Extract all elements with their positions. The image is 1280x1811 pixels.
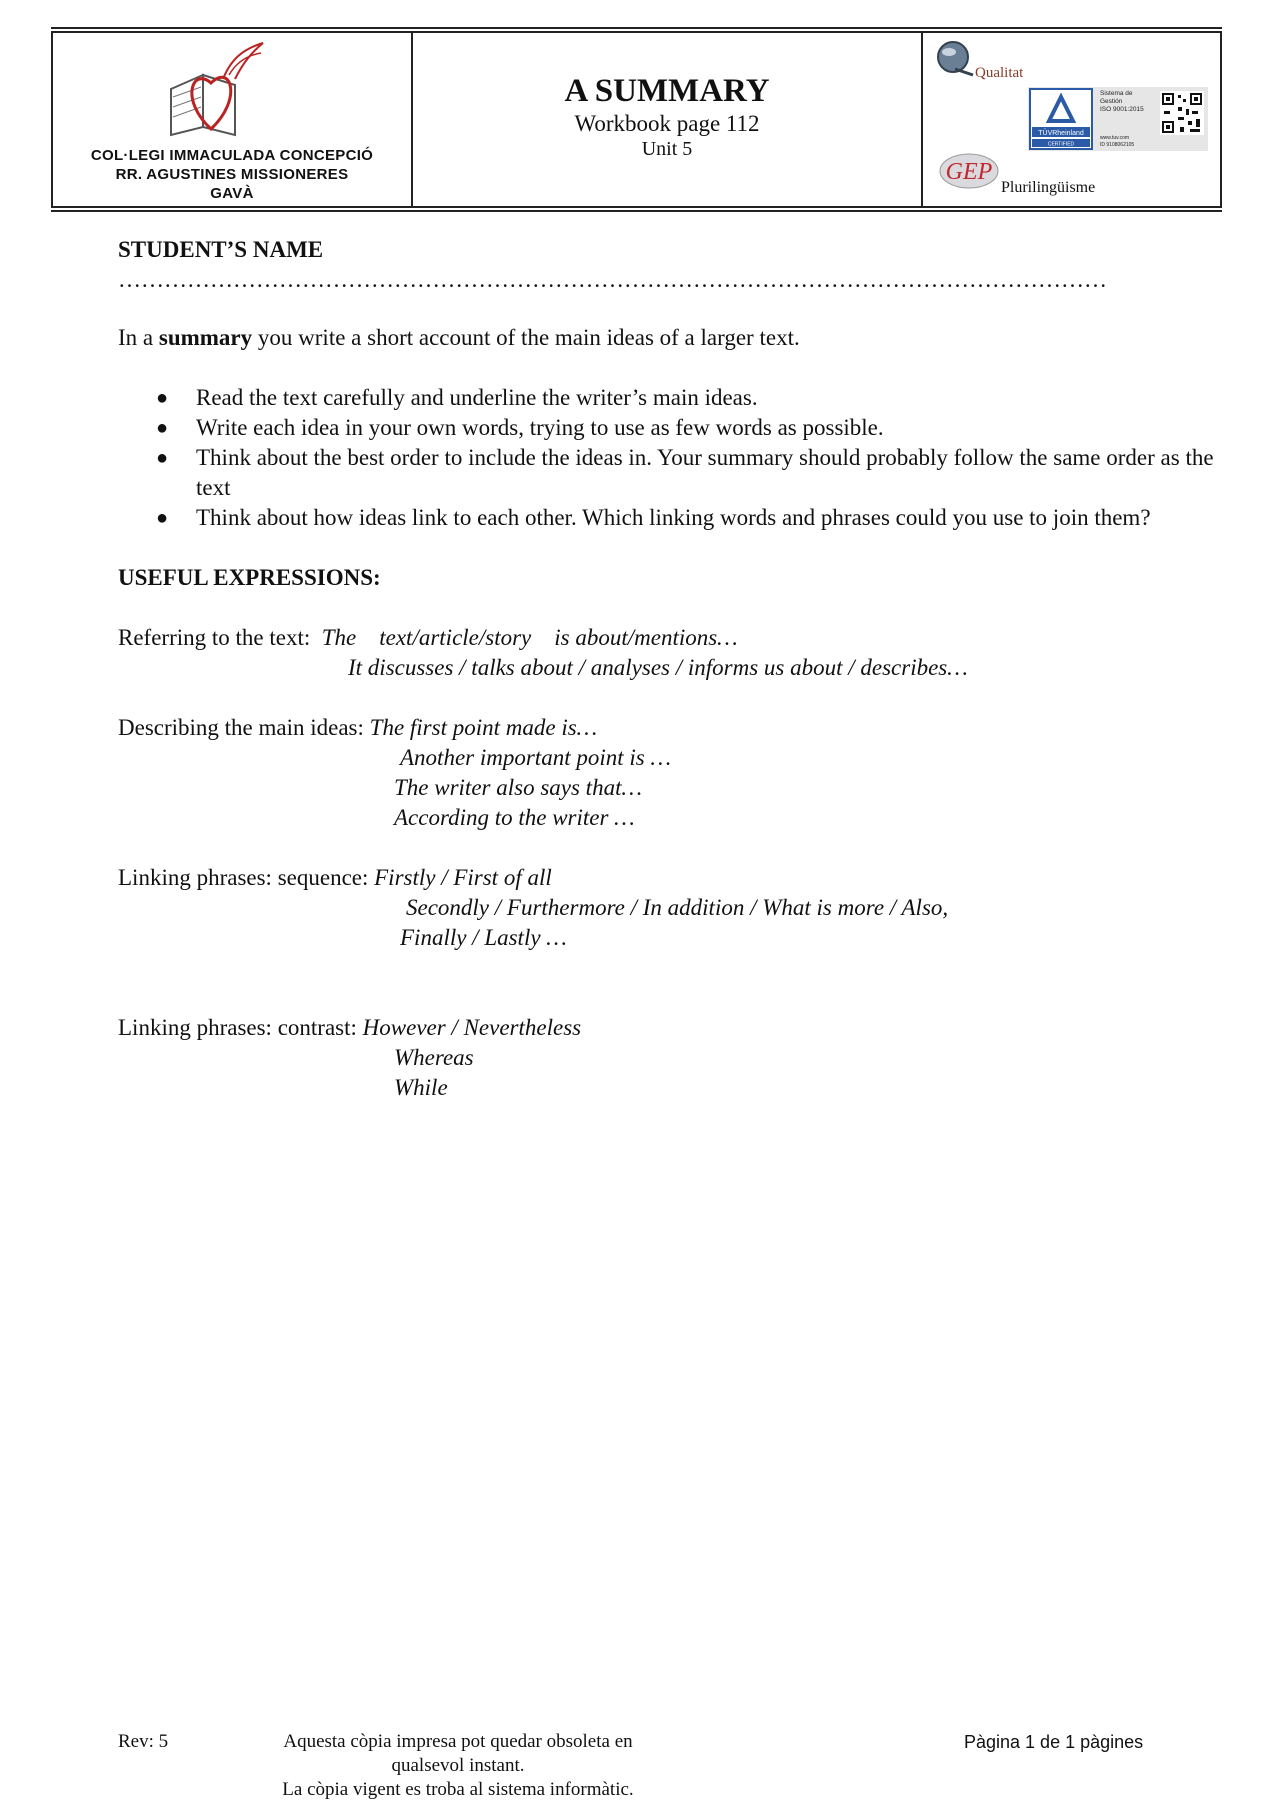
cert-text-2: Gestión: [1100, 98, 1123, 105]
referring-section: [118, 623, 1218, 683]
contrast-line-1: [118, 1013, 1218, 1043]
contrast-label: Linking phrases: contrast:: [118, 1015, 357, 1040]
qualitat-label: Qualitat: [975, 65, 1024, 81]
describing-section: [118, 713, 1218, 833]
school-line-3: GAVÀ: [210, 185, 254, 202]
school-line-2: RR. AGUSTINES MISSIONERES: [115, 166, 349, 183]
cert-text-1: Sistema de: [1100, 90, 1133, 97]
school-cell: [53, 33, 413, 206]
cert-text-3: ISO 9001:2015: [1100, 106, 1144, 113]
certification-cell: [923, 33, 1220, 206]
list-item: ● Read the text carefully and underline the writer’s main ideas.: [118, 383, 1218, 413]
sequence-section: [118, 863, 1218, 953]
tuv-label: TÜVRheinland: [1038, 130, 1084, 137]
document-body: [118, 235, 1218, 1103]
intro-bold: summary: [158, 325, 253, 350]
sequence-expression-1: Firstly / First of all: [374, 865, 552, 890]
tuv-sub: CERTIFIED: [1047, 141, 1075, 148]
sequence-expression-2: Secondly / Furthermore / In addition / What is more / Also,: [406, 895, 949, 920]
title-cell: [413, 33, 923, 206]
describing-line-1: [118, 713, 1218, 743]
disclaimer-line-1: Aquesta còpia impresa pot quedar obsoleta en qualsevol instant.: [283, 1731, 633, 1776]
referring-expression-2: It discusses / talks about / analyses / informs us about / describes…: [348, 655, 968, 680]
list-item: ● Think about the best order to include the ideas in. Your summary should probably follow the same order as the text: [156, 445, 1214, 500]
sequence-line-1: [118, 863, 1218, 893]
qr-code-icon: [1160, 91, 1204, 135]
list-item: ● Write each idea in your own words, trying to use as few words as possible.: [118, 413, 1218, 443]
intro-after: you write a short account of the main ideas of a larger text.: [252, 325, 800, 350]
tuv-certification-icon: [1028, 87, 1208, 151]
bullet-icon: ●: [156, 387, 169, 409]
describing-expression-3: The writer also says that…: [394, 775, 642, 800]
describing-expression-1: The first point made is…: [369, 715, 598, 740]
intro-before: In a: [118, 325, 159, 350]
referring-label: Referring to the text:: [118, 625, 311, 650]
student-name-dots: …………………………………………………………………………………………………………………: [118, 267, 1107, 292]
school-logo-icon: [163, 39, 273, 139]
useful-expressions-heading: USEFUL EXPRESSIONS:: [118, 565, 381, 590]
plurilinguisme-label: Plurilingüisme: [1001, 179, 1096, 196]
document-header: [51, 31, 1222, 208]
referring-line-1: [118, 623, 1218, 653]
contrast-expression-2: Whereas: [394, 1045, 474, 1070]
contrast-expression-3: While: [394, 1075, 448, 1100]
student-name-field[interactable]: [118, 235, 1218, 295]
page-subtitle: Workbook page 112: [574, 111, 760, 136]
sequence-expression-3: Finally / Lastly …: [400, 925, 567, 950]
page-title: A SUMMARY: [564, 73, 770, 109]
describing-expression-2: Another important point is …: [400, 745, 671, 770]
unit-label: Unit 5: [641, 138, 693, 160]
contrast-expression-1: However / Nevertheless: [362, 1015, 582, 1040]
intro-paragraph: [118, 323, 1218, 353]
describing-label: Describing the main ideas:: [118, 715, 364, 740]
school-line-1: COL·LEGI IMMACULADA CONCEPCIÓ: [90, 147, 374, 164]
student-name-label: STUDENT’S NAME: [118, 237, 324, 262]
sequence-label: Linking phrases: sequence:: [118, 865, 369, 890]
cert-id: ID 9108062105: [1100, 142, 1135, 148]
referring-expression-1: The text/article/story is about/mentions…: [321, 625, 738, 650]
cert-url: www.tuv.com: [1100, 135, 1130, 141]
describing-expression-4: According to the writer …: [394, 805, 635, 830]
revision-label: Rev: 5: [118, 1731, 169, 1752]
page-number: Pàgina 1 de 1 pàgines: [964, 1732, 1144, 1752]
list-item: ● Think about how ideas link to each other. Which linking words and phrases could you use to join them?: [118, 503, 1218, 533]
quality-logo-icon: [933, 39, 977, 79]
instruction-list: [118, 383, 1218, 533]
contrast-section: [118, 1013, 1218, 1103]
bullet-icon: ●: [156, 507, 169, 529]
gep-logo-icon: [938, 151, 1000, 191]
gep-label: GEP: [945, 159, 993, 185]
school-name: [53, 146, 411, 203]
disclaimer-line-2: La còpia vigent es troba al sistema informàtic.: [282, 1779, 634, 1800]
bullet-icon: ●: [156, 447, 169, 469]
bullet-icon: ●: [156, 417, 169, 439]
disclaimer: [268, 1730, 648, 1802]
